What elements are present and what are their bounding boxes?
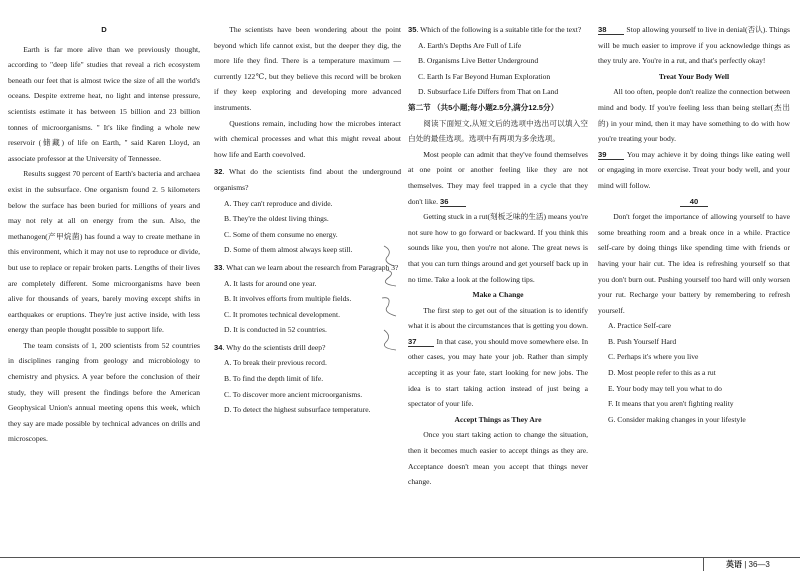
answer-option: F. It means that you aren't fighting reality — [608, 399, 734, 409]
column-2 — [214, 22, 401, 418]
answer-option: E. Your body may tell you what to do — [608, 383, 722, 393]
cloze-paragraph: Getting stuck in a rut(刻板乏味的生活) means you're not sure how to go forward or backward. If you think this sounds like you, then you're not alone. The great news is that you can turn things around and get yourself back up in no time. Take a look at the following tips. — [408, 212, 588, 284]
question-stem: Why do the scientists drill deep? — [226, 342, 326, 352]
passage-paragraph: Earth is far more alive than we previously thought, according to "deep life" studies that reveal a rich ecosystem beneath our feet that is almost twice the size of all the world's oceans. Despite extreme heat, no light and intense pressure, scientists estimate it has between 15 billion and 23 billion tonnes of microorganisms. " It's like finding a whole new reservoir (储藏) of life on Earth, " said Karen Lloyd, an associate professor at the University of Tennessee. — [8, 44, 200, 163]
page-number: 英语 | 36—3 — [726, 560, 770, 569]
column-4 — [598, 22, 790, 427]
option: C. To discover more ancient microorganisms. — [224, 389, 363, 399]
option: D. To detect the highest subsurface temperature. — [224, 405, 371, 415]
question-33: 33. What can we learn about the research from Paragraph 3? A. It lasts for around one year. B. It involves efforts from multiple fields. C. It promotes technical development. D. It is conducted in 52 countries. — [214, 260, 401, 338]
section-title: 第二节 （共5小题;每小题2.5分,满分12.5分） — [408, 102, 559, 112]
question-stem: What can we learn about the research from Paragraph 3? — [226, 262, 399, 272]
option: A. They can't reproduce and divide. — [224, 198, 333, 208]
passage-letter: D — [101, 25, 107, 34]
answer-option: C. Perhaps it's where you live — [608, 352, 699, 362]
cloze-paragraph: 38 Stop allowing yourself to live in denial(否认). Things will be much easier to improve if you acknowledge things as they truly are. You're in a rut, and that's perfectly okay! — [598, 25, 791, 66]
question-stem: What do the scientists find about the underground organisms? — [214, 167, 401, 192]
section-instruction: 阅读下面短文,从短文后的选项中选出可以填入空白处的最佳选项。选项中有两项为多余选项。 — [408, 118, 588, 144]
passage-paragraph: The team consists of 1, 200 scientists from 52 countries in disciplines ranging from geology and microbiology to chemistry and physics. A year before the conclusion of their study, they will present the findings before the American Geophysical Union's annual meeting opens this week, which they say are made possible by technical advances on drills and microscopes. — [8, 340, 200, 444]
page-footer — [0, 553, 800, 572]
blank-37: 37 — [408, 337, 434, 347]
option: D. It is conducted in 52 countries. — [224, 325, 327, 335]
question-number: 34 — [214, 342, 223, 352]
answer-option: B. Push Yourself Hard — [608, 336, 677, 346]
question-32: 32. What do the scientists find about the underground organisms? A. They can't reproduce and divide. B. They're the oldest living things. C. Some of them consume no energy. D. Some of them almost always keep still. — [214, 164, 401, 258]
question-34: 34. Why do the scientists drill deep? A. To break their previous record. B. To find the depth limit of life. C. To discover more ancient microorganisms. D. To detect the highest subsurface temperature. — [214, 340, 401, 418]
answer-option: D. Most people refer to this as a rut — [608, 368, 716, 378]
footer-rule — [0, 557, 800, 558]
subject-label: 英语 — [726, 560, 742, 569]
option: C. Some of them consume no energy. — [224, 229, 338, 239]
cloze-paragraph: Once you start taking action to change the situation, then it becomes much easier to accept things as they are. Acceptance doesn't mean you accept that things never change. — [408, 430, 588, 487]
pencil-scribble — [378, 240, 408, 360]
cloze-paragraph: Most people can admit that they've found themselves at one point or another feeling like they are not themselves. They may feel trapped in a cycle that they don't like. 36 — [408, 149, 588, 206]
blank-38: 38 — [598, 25, 624, 35]
passage-paragraph: Questions remain, including how the microbes interact with chemical processes and what this might reveal about how life and Earth coevolved. — [214, 118, 401, 159]
option: A. Earth's Depths Are Full of Life — [418, 40, 522, 50]
option: C. Earth Is Far Beyond Human Exploration — [418, 71, 551, 81]
cloze-paragraph: 39 You may achieve it by doing things like eating well or engaging in more exercise. Treat your body well, and your mind will follow. — [598, 149, 790, 190]
question-35: 35. Which of the following is a suitable title for the text? A. Earth's Depths Are Full of Life B. Organisms Live Better Underground C. Earth Is Far Beyond Human Exploration D. Subsurface Life Differs from That on Land — [408, 22, 588, 100]
blank-40: 40 — [680, 197, 708, 207]
option: B. It involves efforts from multiple fields. — [224, 294, 352, 304]
option: A. To break their previous record. — [224, 358, 327, 368]
heading-blank-40 — [598, 194, 790, 210]
blank-36: 36 — [440, 197, 466, 207]
option: B. To find the depth limit of life. — [224, 374, 324, 384]
question-number: 32 — [214, 167, 223, 177]
option: D. Subsurface Life Differs from That on Land — [418, 87, 559, 97]
column-1 — [8, 22, 200, 447]
answer-option: A. Practice Self-care — [608, 321, 672, 331]
passage-paragraph: The scientists have been wondering about the point beyond which life cannot exist, but the deeper they dig, the more life they find. There is a temperature maximum — currently 122℃, but they believe this record will be broken if they keep exploring and developing more advanced instruments. — [214, 25, 401, 112]
footer-divider — [703, 557, 704, 571]
option: B. They're the oldest living things. — [224, 214, 329, 224]
cloze-paragraph: All too often, people don't realize the connection between mind and body. If you're feeling less than being stellar(杰出的) in your mind, then it may have something to do with how you're treating your body. — [598, 87, 790, 144]
question-stem: Which of the following is a suitable title for the text? — [420, 25, 582, 34]
question-number: 35 — [408, 25, 417, 34]
cloze-paragraph: Don't forget the importance of allowing yourself to have some breathing room and a break once in a while. Practice self-care by doing things like spending time with friends or having your hair cut. The idea is refreshing yourself so that you don't burn out. Pushing yourself too hard will only worsen your rut. Recharge your battery by remembering to refresh yourself. — [598, 212, 790, 315]
option: D. Some of them almost always keep still. — [224, 245, 353, 255]
blank-39: 39 — [598, 150, 624, 160]
passage-paragraph: Results suggest 70 percent of Earth's bacteria and archaea exist in the subsurface. One organism found 2. 5 kilometers below the surface has been buried for millions of years and may not rely at all on energy from the sun. Also, the methanogen(产甲烷菌) has found a way to create methane in this environment, which it may not use to reproduce or divide, but use to replace or repair broken parts. Lengths of their lives are completely different. Some microorganisms have been alive for thousands of years, barely moving except shifts in earthquakes or eruptions. They're just active inside, with less energy than people thought possible to support life. — [8, 169, 200, 335]
subheading: Make a Change — [472, 290, 524, 300]
subheading: Accept Things as They Are — [454, 414, 542, 424]
subheading: Treat Your Body Well — [658, 71, 730, 81]
option: B. Organisms Live Better Underground — [418, 56, 539, 66]
answer-option: G. Consider making changes in your lifestyle — [608, 414, 746, 424]
cloze-paragraph: The first step to get out of the situation is to identify what it is about the circumstances that is getting you down. 37 In that case, you should move somewhere else. In other cases, you may hate your job. Rather than simply accepting it as your fate, start looking for new jobs. The idea is to start taking action instead of just being a spectator of your life. — [408, 305, 588, 409]
option: C. It promotes technical development. — [224, 309, 340, 319]
question-number: 33 — [214, 262, 223, 272]
column-3 — [408, 22, 588, 490]
page-label: 36—3 — [748, 560, 770, 569]
option: A. It lasts for around one year. — [224, 278, 317, 288]
